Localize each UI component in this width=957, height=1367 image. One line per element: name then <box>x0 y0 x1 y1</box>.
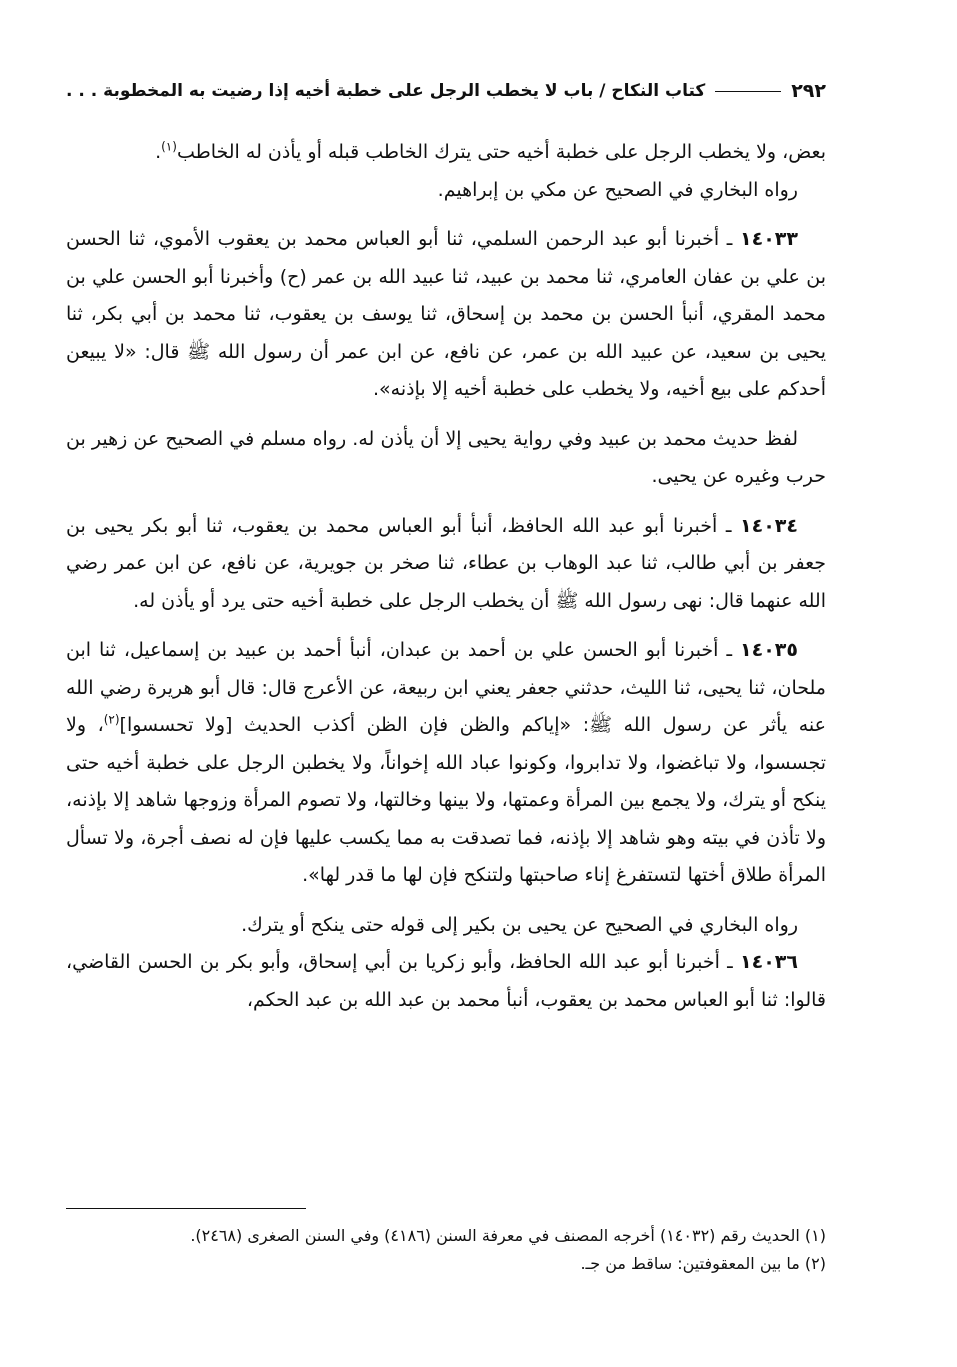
page-number: ٢٩٢ <box>791 80 826 102</box>
hadith-number: ١٤٠٣٦ <box>740 951 798 973</box>
footnote-ref-1: (١) <box>161 139 177 154</box>
hadith-14033 <box>66 221 826 409</box>
book-page <box>66 62 826 1302</box>
hadith-14034 <box>66 508 826 621</box>
footnote-1: (١) الحديث رقم (١٤٠٣٢) أخرجه المصنف في معرفة السنن (٤١٨٦) وفي السنن الصغرى (٢٤٦٨). <box>190 1226 826 1245</box>
hadith-number: ١٤٠٣٥ <box>740 639 798 661</box>
paragraph-riwaya-1: رواه البخاري في الصحيح عن مكي بن إبراهيم. <box>437 178 798 201</box>
paragraph-riwaya-3: رواه البخاري في الصحيح عن يحيى بن بكير إلى قوله حتى ينكح أو يترك. <box>241 913 798 936</box>
paragraph-text: بعض، ولا يخطب الرجل على خطبة أخيه حتى يترك الخاطب قبله أو يأذن له الخاطب <box>176 141 826 163</box>
hadith-text: ـ أخبرنا أبو الحسن علي بن أحمد بن عبدان، أنبأ أحمد بن عبيد بن إسماعيل، ثنا ابن ملحان، ثنا يحيى، ثنا الليث، حدثني جعفر يعني ابن ربيعة، عن الأعرج قال: قال أبو هريرة رضي الله عنه يأثر عن رسول الله ﷺ: «إياكم والظن فإن الظن أكذب الحديث [ولا تحسسوا] <box>66 639 826 736</box>
paragraph-riwaya-2: لفظ حديث محمد بن عبيد وفي رواية يحيى إلا أن يأذن له. رواه مسلم في الصحيح عن زهير بن حرب وغيره عن يحيى. <box>66 427 826 487</box>
paragraph-end: . <box>155 141 162 163</box>
hadith-14035 <box>66 632 826 895</box>
paragraph-continuation <box>66 134 826 172</box>
footnotes <box>66 1222 826 1278</box>
hadith-number: ١٤٠٣٣ <box>740 228 798 250</box>
hadith-text: ـ أخبرنا أبو عبد الرحمن السلمي، ثنا أبو العباس محمد بن يعقوب الأموي، ثنا الحسن بن علي بن عفان العامري، ثنا محمد بن عبيد، ثنا عبيد الله بن عمر (ح) وأخبرنا أبو الحسن علي بن محمد المقري، أنبأ الحسن بن محمد بن إسحاق، ثنا يوسف بن يعقوب، ثنا محمد بن أبي بكر، ثنا يحيى بن سعيد، عن عبيد الله بن عمر، عن نافع، عن ابن عمر أن رسول الله ﷺ قال: «لا يبيعن أحدكم على بيع أخيه، ولا يخطب على خطبة أخيه إلا بإذنه». <box>66 228 826 400</box>
header-title: كتاب النكاح / باب لا يخطب الرجل على خطبة أخيه إذا رضيت به المخطوبة . . . <box>66 81 706 101</box>
hadith-14036 <box>66 944 826 1019</box>
header-rule <box>715 91 781 92</box>
footnote-2: (٢) ما بين المعقوفتين: ساقط من جـ. <box>580 1254 826 1273</box>
footnote-separator <box>66 1208 306 1209</box>
running-header <box>66 76 826 106</box>
hadith-text: ـ أخبرنا أبو عبد الله الحافظ، أنبأ أبو العباس محمد بن يعقوب، ثنا أبو بكر يحيى بن جعفر بن أبي طالب، ثنا عبد الوهاب بن عطاء، ثنا صخر بن جويرية، عن نافع، عن ابن عمر رضي الله عنهما قال: نهى رسول الله ﷺ أن يخطب الرجل على خطبة أخيه حتى يرد أو يأذن له. <box>66 514 826 612</box>
body-text <box>66 134 826 1019</box>
hadith-text-continued: ، ولا تجسسوا، ولا تباغضوا، ولا تدابروا، وكونوا عباد الله إخواناً، ولا يخطبن الرجل على خطبة أخيه حتى ينكح أو يترك، ولا يجمع بين المرأة وعمتها، ولا بينها وخالتها، ولا تصوم المرأة وزوجها شاهد إلا بإذنه، ولا تأذن في بيته وهو شاهد إلا بإذنه، فما تصدقت به مما يكسب عليها فإن له نصف أجرة، ولا تسأل المرأة طلاق أختها لتستفرغ إناء صاحبتها ولتنكح فإن لها ما قدر لها». <box>66 714 826 886</box>
hadith-number: ١٤٠٣٤ <box>740 514 798 537</box>
hadith-text: ـ أخبرنا أبو عبد الله الحافظ، وأبو زكريا بن أبي إسحاق، وأبو بكر بن الحسن القاضي، قالوا: ثنا أبو العباس محمد بن يعقوب، أنبأ محمد بن عبد الله بن عبد الحكم، <box>66 951 826 1011</box>
footnote-ref-2: (٢) <box>103 712 120 727</box>
